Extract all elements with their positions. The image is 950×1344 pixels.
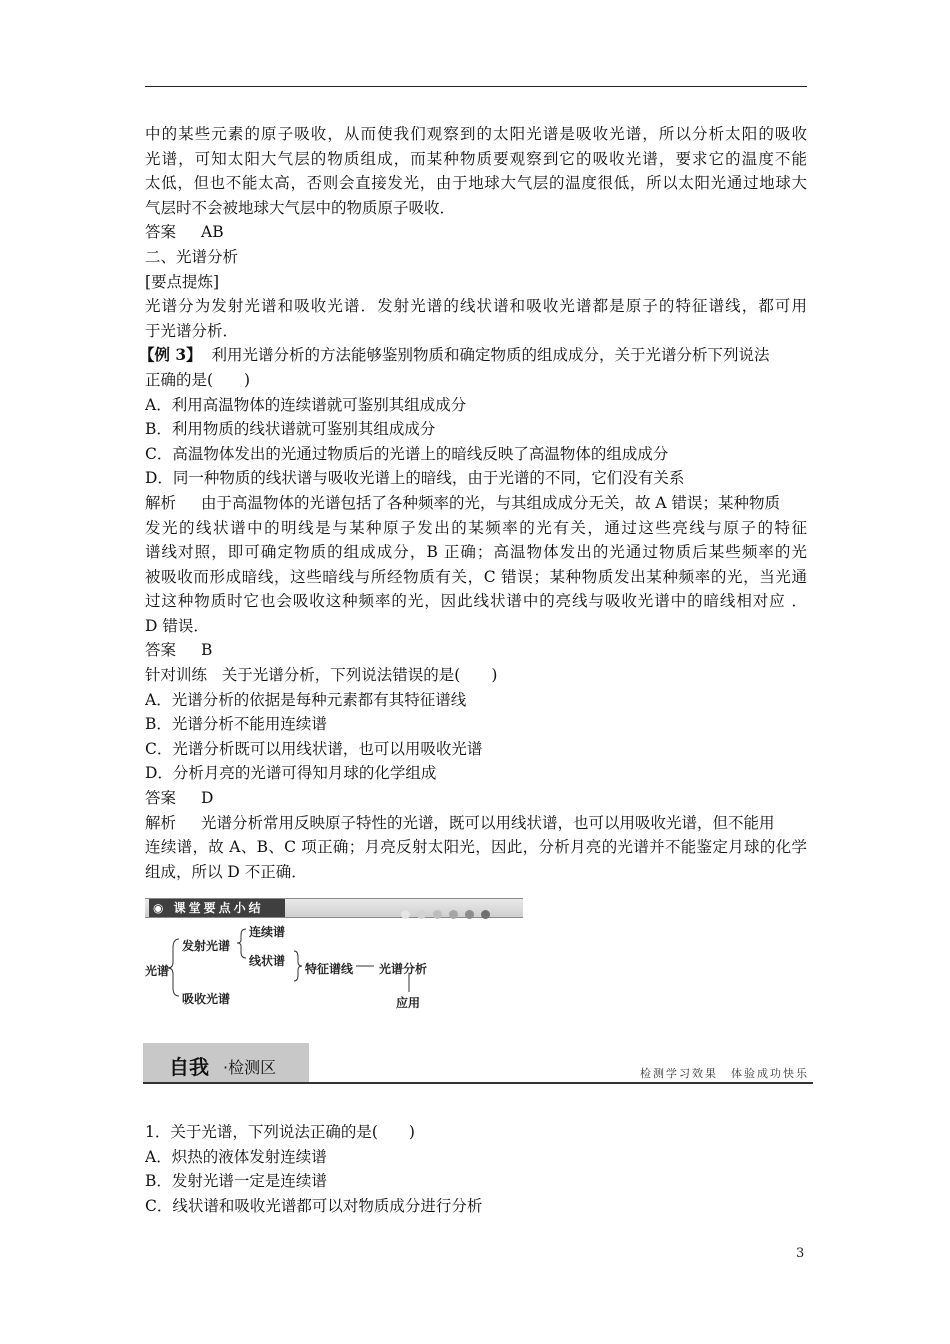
- main-text: [139, 122, 807, 884]
- section-title: 二、光谱分析: [145, 247, 239, 266]
- self-check-title-big: 自我: [169, 1055, 209, 1079]
- answer-line: [145, 638, 807, 663]
- analysis-line: D 错误．: [145, 616, 209, 635]
- training-option: D．分析月亮的光谱可得知月球的化学组成: [145, 764, 437, 783]
- question-option: A．炽热的液体发射连续谱: [145, 1147, 327, 1166]
- page-number: 3: [796, 1246, 805, 1261]
- analysis-line: 发光的线状谱中的明线是与某种原子发出的某频率的光有关，通过这些亮线与原子的特征: [145, 518, 807, 537]
- paragraph-line: 气层时不会被地球大气层中的物质原子吸收．: [145, 198, 456, 217]
- example-option: B．利用物质的线状谱就可鉴别其组成成分: [145, 420, 436, 439]
- answer-value: D: [201, 789, 214, 808]
- self-check-slogan: 检测学习效果 体验成功快乐: [640, 1067, 809, 1080]
- answer-label: 答案: [145, 641, 177, 660]
- answer-label: 答案: [145, 789, 177, 808]
- paragraph-line: 中的某些元素的原子吸收，从而使我们观察到的太阳光谱是吸收光谱，所以分析太阳的吸收: [145, 125, 807, 143]
- answer-line: [145, 786, 807, 811]
- answer-value: B: [201, 641, 213, 660]
- tree-node-analysis: 光谱分析: [379, 962, 428, 976]
- question-option: B．发射光谱一定是连续谱: [145, 1172, 327, 1191]
- self-check-rule: [143, 1082, 813, 1084]
- training-question: 关于光谱分析，下列说法错误的是( ): [221, 666, 498, 685]
- lesson-summary: [145, 896, 525, 1016]
- paragraph-line: 太低，但也不能太高，否则会直接发光，由于地球大气层的温度很低，所以太阳光通过地球大: [145, 174, 807, 193]
- header-rule: [145, 86, 807, 87]
- analysis-line: 组成，所以 D 不正确．: [145, 862, 307, 881]
- analysis-line: 谱线对照，即可确定物质的组成成分，B 正确；高温物体发出的光通过物质后某些频率的光: [145, 543, 807, 562]
- tree-node-absorption: 吸收光谱: [182, 992, 231, 1006]
- analysis-label: 解析: [145, 813, 177, 832]
- example-line: 正确的是( ): [145, 370, 251, 389]
- example-line: [139, 343, 807, 368]
- question-stem: 1．关于光谱，下列说法正确的是( ): [145, 1123, 415, 1141]
- key-points-line: 于光谱分析．: [145, 321, 239, 340]
- training-option: C．光谱分析既可以用线状谱，也可以用吸收光谱: [145, 739, 483, 758]
- analysis-text: 由于高温物体的光谱包括了各种频率的光，与其组成成分无关，故 A 错误；某种物质: [201, 493, 781, 512]
- example-option: A．利用高温物体的连续谱就可鉴别其组成成分: [145, 395, 467, 414]
- training-line: [145, 663, 807, 688]
- analysis-line: 过这种物质时它也会吸收这种频率的光，因此线状谱中的亮线与吸收光谱中的暗线相对应 ．: [145, 592, 807, 611]
- analysis-label: 解析: [145, 493, 177, 512]
- analysis-line: 连续谱，故 A、B、C 项正确；月亮反射太阳光，因此，分析月亮的光谱并不能鉴定月球的化学: [145, 838, 807, 857]
- quiz-questions: [145, 1120, 807, 1218]
- analysis-text: 光谱分析常用反映原子特性的光谱，既可以用线状谱，也可以用吸收光谱，但不能用: [201, 813, 775, 832]
- training-label: 针对训练: [145, 666, 208, 685]
- analysis-line: [145, 491, 807, 516]
- training-option: A．光谱分析的依据是每种元素都有其特征谱线: [145, 690, 467, 709]
- training-option: B．光谱分析不能用连续谱: [145, 715, 327, 734]
- tree-node-emission: 发射光谱: [182, 939, 231, 953]
- example-option: C．高温物体发出的光通过物质后的光谱上的暗线反映了高温物体的组成成分: [145, 444, 669, 463]
- answer-label: 答案: [145, 223, 177, 242]
- tree-node-feature: 特征谱线: [305, 962, 354, 976]
- example-question: 利用光谱分析的方法能够鉴别物质和确定物质的组成成分，关于光谱分析下列说法: [211, 346, 770, 365]
- paragraph-line: 光谱，可知太阳大气层的物质组成，而某种物质要观察到它的吸收光谱，要求它的温度不能: [145, 149, 807, 168]
- tree-node-line: 线状谱: [249, 954, 286, 968]
- example-tag: 【例 3】: [139, 345, 202, 365]
- analysis-line: 被吸收而形成暗线，这些暗线与所经物质有关，C 错误；某种物质发出某种频率的光，当光通: [145, 567, 807, 586]
- key-points-line: 光谱分为发射光谱和吸收光谱．发射光谱的线状谱和吸收光谱都是原子的特征谱线，都可用: [145, 297, 807, 316]
- tree-node-continuous: 连续谱: [249, 925, 286, 939]
- summary-title: ◉ 课堂要点小结: [149, 899, 285, 917]
- tree-root: 光谱: [145, 964, 170, 978]
- answer-value: AB: [201, 223, 224, 242]
- tree-node-application: 应用: [396, 996, 421, 1010]
- example-option: D．同一种物质的线状谱与吸收光谱上的暗线，由于光谱的不同，它们没有关系: [145, 469, 685, 488]
- key-points-label: [要点提炼]: [145, 272, 220, 291]
- self-check-title: ·检测区: [223, 1058, 277, 1077]
- self-check-header: [143, 1043, 813, 1087]
- analysis-line: [145, 811, 807, 836]
- question-option: C．线状谱和吸收光谱都可以对物质成分进行分析: [145, 1196, 483, 1215]
- answer-line: [145, 220, 807, 245]
